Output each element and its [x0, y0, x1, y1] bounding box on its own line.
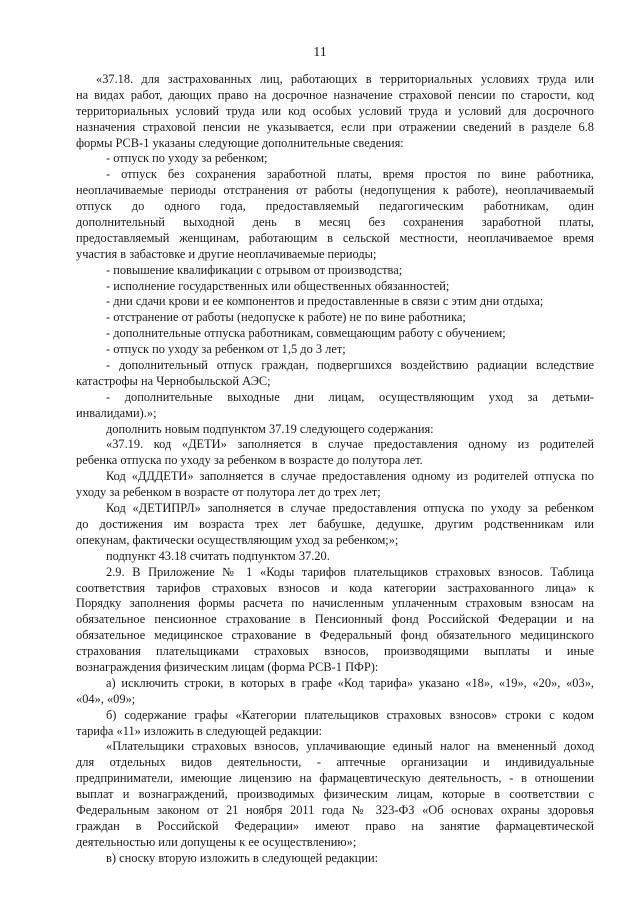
text-line: дополнительный выходной день в месяц без сохранения заработной платы, [76, 215, 594, 230]
text-line: - исполнение государственных или общественных обязанностей; [106, 278, 450, 293]
text-line: - повышение квалификации с отрывом от производства; [106, 262, 403, 277]
text-line: подпункт 43.18 считать подпунктом 37.20. [106, 548, 330, 563]
text-line: обязательное медицинское страхование в Федеральный фонд обязательного медицинского [76, 628, 594, 643]
text-line: страхования плательщиками страховых взносов, производящими выплаты и иные [76, 644, 594, 659]
text-line: предоставляемый женщинам, работающим в сельской местности, неоплачиваемое время [76, 230, 594, 245]
text-line: выплат и вознаграждений, производимых физическим лицам, которые в соответствии с [76, 787, 594, 802]
text-line: формы РСВ-1 указаны следующие дополнительные сведения: [76, 135, 404, 150]
text-line: «Плательщики страховых взносов, уплачивающие единый налог на вмененный доход [106, 739, 594, 754]
text-line: соответствия тарифов страховых взносов и кода категории застрахованного лица» к [76, 580, 594, 595]
text-line: неоплачиваемые периоды отстранения от работы (недопущения к работе), неоплачиваемый [76, 183, 594, 198]
text-line: до достижения им возраста трех лет бабушке, дедушке, другим родственникам или [76, 516, 594, 531]
text-line: дополнить новым подпунктом 37.19 следующего содержания: [106, 421, 434, 436]
text-line: - отпуск по уходу за ребенком от 1,5 до 3 лет; [106, 342, 346, 357]
text-line: в) сноску вторую изложить в следующей редакции: [106, 850, 379, 865]
text-line: катастрофы на Чернобыльской АЭС; [76, 373, 271, 388]
text-line: ребенка отпуска по уходу за ребенком в возрасте до полутора лет. [76, 453, 423, 468]
text-line: Федеральным законом от 21 ноября 2011 года № 323-ФЗ «Об основах охраны здоровья [76, 802, 594, 817]
text-line: 2.9. В Приложение № 1 «Коды тарифов плательщиков страховых взносов. Таблица [106, 564, 594, 579]
text-line: - дополнительные отпуска работникам, совмещающим работу с обучением; [106, 326, 506, 341]
text-line: Код «ДДДЕТИ» заполняется в случае предоставления одному из родителей отпуска по [106, 469, 594, 484]
text-line: отпуск до одного года, предоставляемый педагогическим работникам, один [76, 199, 594, 214]
text-line: уходу за ребенком в возрасте от полутора лет до трех лет; [76, 485, 381, 500]
text-line: - отпуск без сохранения заработной платы, время простоя по вине работника, [106, 167, 594, 182]
text-line: тарифа «11» изложить в следующей редакции: [76, 723, 323, 738]
text-line: назначения страховой пенсии не указывается, если при отражении сведений в разделе 6.8 [76, 119, 594, 134]
text-line: вознаграждения физическим лицам (форма РСВ-1 ПФР): [76, 659, 379, 674]
text-line: территориальных условий труда или код особых условий труда и условий для досрочного [76, 103, 594, 118]
text-line: граждан в Российской Федерации» имеют право на занятие фармацевтической [76, 818, 594, 833]
text-line: - дни сдачи крови и ее компонентов и предоставленные в связи с этим дни отдыха; [106, 294, 544, 309]
text-line: - дополнительные выходные дни лицам, осуществляющим уход за детьми- [106, 389, 594, 404]
text-line: - отстранение от работы (недопуске к работе) не по вине работника; [106, 310, 466, 325]
text-line: деятельностью или допущены к ее осуществлению»; [76, 834, 357, 849]
text-line: инвалидами).»; [76, 405, 157, 420]
text-line: - дополнительный отпуск граждан, подвергшихся воздействию радиации вследствие [106, 358, 594, 373]
text-line: «37.19. код «ДЕТИ» заполняется в случае предоставления одному из родителей [106, 437, 594, 452]
document-body [76, 72, 594, 867]
text-line: б) содержание графы «Категории плательщиков страховых взносов» строки с кодом [106, 707, 594, 722]
text-line: «04», «09»; [76, 691, 136, 706]
text-line: предприниматели, имеющие лицензию на фармацевтическую деятельность, - в отношении [76, 771, 594, 786]
text-line: - отпуск по уходу за ребенком; [106, 151, 268, 166]
text-line: «37.18. для застрахованных лиц, работающих в территориальных условиях труда или [96, 72, 594, 86]
page-number: 11 [313, 45, 327, 60]
text-line: опекунам, фактически осуществляющим уход за ребенком;»; [76, 532, 399, 547]
text-line: участия в забастовке и другие неоплачиваемые периоды; [76, 246, 377, 261]
text-line: Порядку заполнения формы расчета по начисленным уплаченным страховым взносам на [76, 596, 594, 611]
text-line: на видах работ, дающих право на досрочное назначение страховой пенсии по старости, код [76, 87, 594, 102]
text-line: для отдельных видов деятельности, - аптечные организации и индивидуальные [76, 755, 594, 770]
text-line: Код «ДЕТИПРЛ» заполняется в случае предоставления отпуска по уходу за ребенком [106, 501, 594, 516]
text-line: обязательное пенсионное страхование в Пенсионный фонд Российской Федерации и на [76, 612, 594, 627]
text-line: а) исключить строки, в которых в графе «Код тарифа» указано «18», «19», «20», «03», [106, 675, 594, 690]
